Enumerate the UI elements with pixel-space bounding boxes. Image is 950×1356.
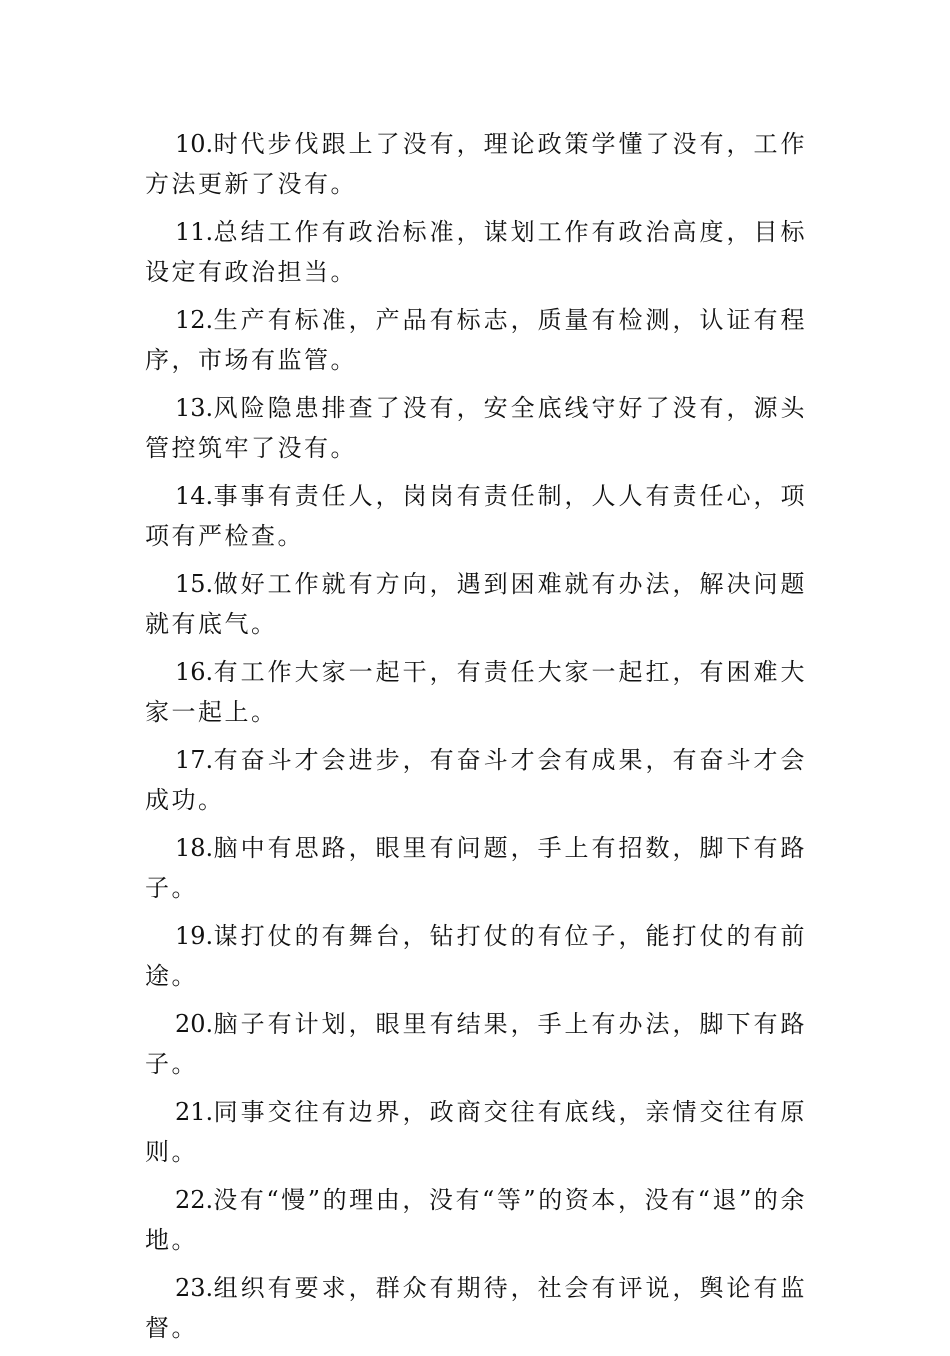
list-item bbox=[145, 124, 807, 204]
item-number: 22. bbox=[175, 1186, 214, 1214]
item-number: 11. bbox=[175, 218, 214, 246]
item-text: 时代步伐跟上了没有，理论政策学懂了没有，工作方法更新了没有。 bbox=[145, 130, 807, 198]
list-item bbox=[145, 916, 807, 996]
item-text: 总结工作有政治标准，谋划工作有政治高度，目标设定有政治担当。 bbox=[145, 218, 807, 286]
item-text: 有奋斗才会进步，有奋斗才会有成果，有奋斗才会成功。 bbox=[145, 746, 807, 814]
item-text: 事事有责任人，岗岗有责任制，人人有责任心，项项有严检查。 bbox=[145, 482, 807, 550]
list-item bbox=[145, 828, 807, 908]
item-number: 14. bbox=[175, 482, 214, 510]
list-item bbox=[145, 1004, 807, 1084]
document-body bbox=[145, 124, 807, 1356]
list-item bbox=[145, 652, 807, 732]
item-text: 脑中有思路，眼里有问题，手上有招数，脚下有路子。 bbox=[145, 834, 807, 902]
item-number: 23. bbox=[175, 1274, 214, 1302]
item-text: 做好工作就有方向，遇到困难就有办法，解决问题就有底气。 bbox=[145, 570, 807, 638]
list-item bbox=[145, 740, 807, 820]
item-text: 同事交往有边界，政商交往有底线，亲情交往有原则。 bbox=[145, 1098, 807, 1166]
list-item bbox=[145, 1180, 807, 1260]
list-item bbox=[145, 564, 807, 644]
list-item bbox=[145, 1268, 807, 1348]
list-item bbox=[145, 300, 807, 380]
item-number: 19. bbox=[175, 922, 214, 950]
item-text: 脑子有计划，眼里有结果，手上有办法，脚下有路子。 bbox=[145, 1010, 807, 1078]
item-number: 16. bbox=[175, 658, 214, 686]
item-text: 风险隐患排查了没有，安全底线守好了没有，源头管控筑牢了没有。 bbox=[145, 394, 807, 462]
item-text: 谋打仗的有舞台，钻打仗的有位子，能打仗的有前途。 bbox=[145, 922, 807, 990]
list-item bbox=[145, 476, 807, 556]
list-item bbox=[145, 388, 807, 468]
item-number: 21. bbox=[175, 1098, 214, 1126]
item-text: 组织有要求，群众有期待，社会有评说，舆论有监督。 bbox=[145, 1274, 807, 1342]
item-text: 有工作大家一起干，有责任大家一起扛，有困难大家一起上。 bbox=[145, 658, 807, 726]
item-number: 17. bbox=[175, 746, 214, 774]
list-item bbox=[145, 1092, 807, 1172]
item-number: 12. bbox=[175, 306, 214, 334]
list-item bbox=[145, 212, 807, 292]
item-text: 没有“慢”的理由，没有“等”的资本，没有“退”的余地。 bbox=[145, 1186, 807, 1254]
item-number: 15. bbox=[175, 570, 214, 598]
item-number: 13. bbox=[175, 394, 214, 422]
item-text: 生产有标准，产品有标志，质量有检测，认证有程序，市场有监管。 bbox=[145, 306, 807, 374]
item-number: 20. bbox=[175, 1010, 214, 1038]
item-number: 10. bbox=[175, 130, 214, 158]
item-number: 18. bbox=[175, 834, 214, 862]
